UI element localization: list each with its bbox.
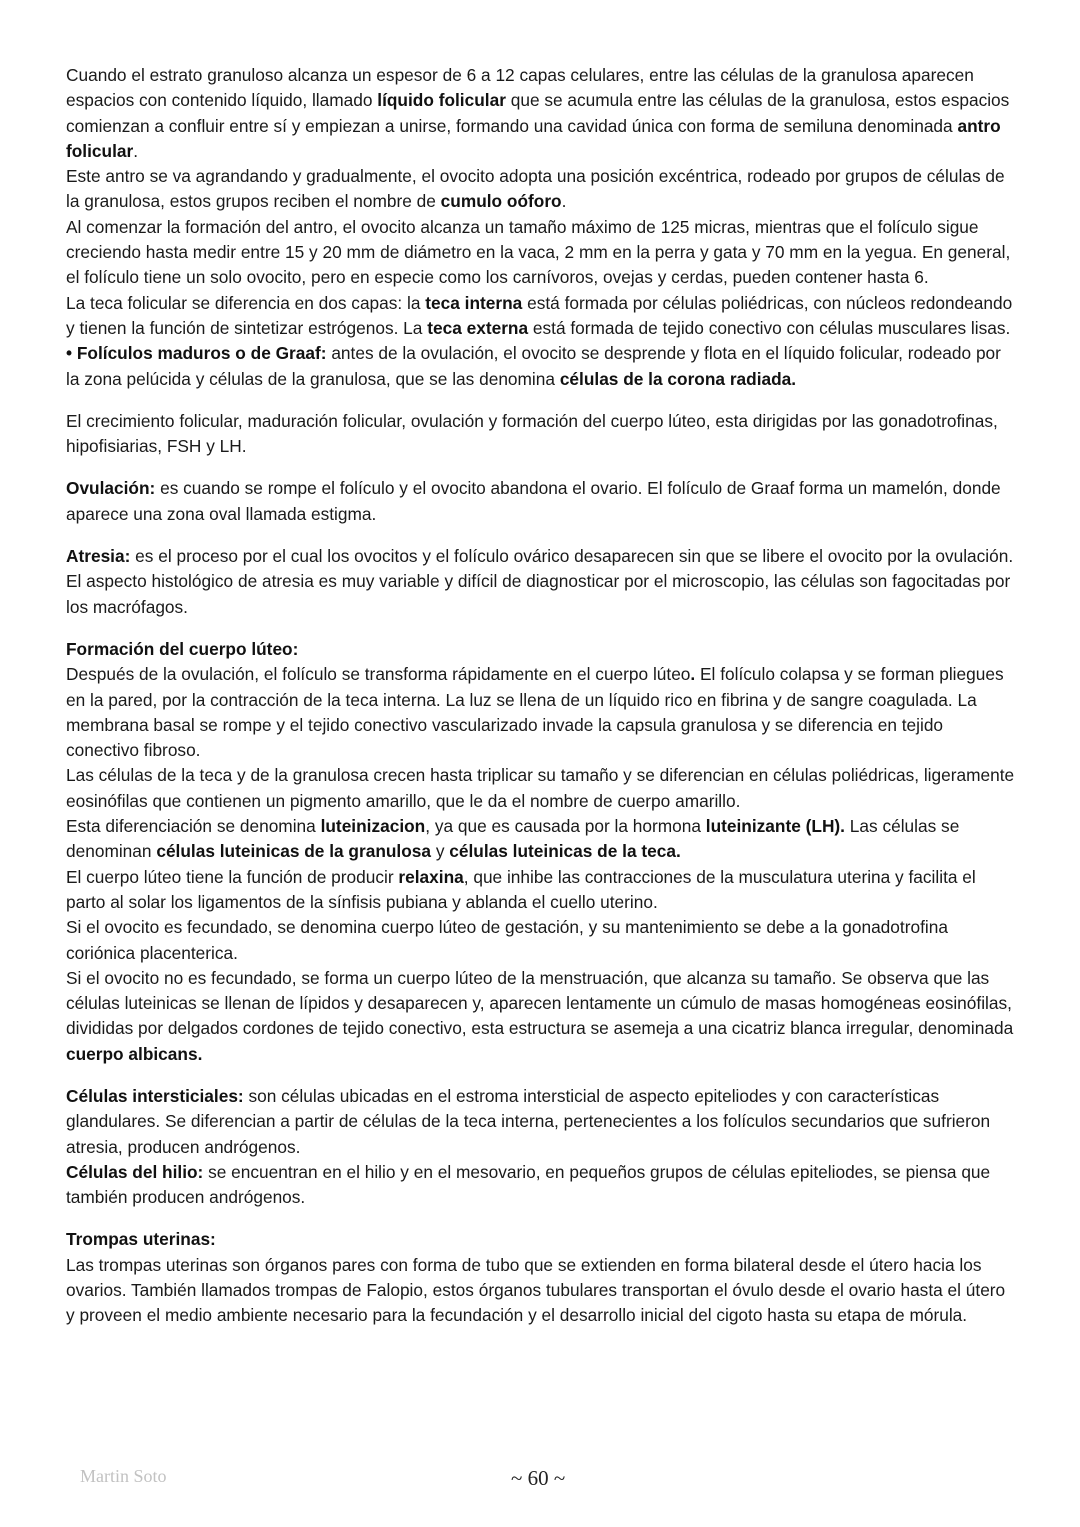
paragraph: Si el ovocito no es fecundado, se forma un cuerpo lúteo de la menstruación, que alcanza su tamaño. Se observa que las células luteinicas se llenan de lípidos y desaparecen y, aparecen lentamente un cúmulo de masas homogéneas eosinófilas, divididas por delgados cordones de tejido conectivo, esta estructura se asemeja a una cicatriz blanca irregular, denominada cuerpo albicans. bbox=[66, 967, 1014, 1064]
term: cumulo oóforo bbox=[440, 191, 562, 212]
term: Ovulación: bbox=[66, 478, 156, 499]
paragraph: El crecimiento folicular, maduración folicular, ovulación y formación del cuerpo lúteo, esta dirigidas por las gonadotrofinas, hipofisiarias, FSH y LH. bbox=[66, 410, 998, 457]
document-body bbox=[66, 63, 1016, 1329]
paragraph: La teca folicular se diferencia en dos capas: la teca interna está formada por células poliédricas, con núcleos redondeando y tienen la función de sintetizar estrógenos. La teca externa está formada de tejido conectivo con células musculares lisas. bbox=[66, 292, 1013, 338]
paragraph: Células intersticiales: son células ubicadas en el estroma intersticial de aspecto epiteliodes y con características glandulares. Se diferencian a partir de células de la teca interna, pertenecientes a los folículos secundarios que sufrieron atresia, producen andrógenos. bbox=[66, 1085, 991, 1157]
section-heading: Trompas uterinas: bbox=[66, 1229, 216, 1250]
term: antro folicular bbox=[66, 115, 1001, 161]
term: células de la corona radiada. bbox=[559, 368, 797, 389]
paragraph: Atresia: es el proceso por el cual los ovocitos y el folículo ovárico desaparecen sin que se libere el ovocito por la ovulación. El aspecto histológico de atresia es muy variable y difícil de diagnosticar por el microscopio, las células son fagocitadas por los macrófagos. bbox=[66, 546, 1014, 617]
term: relaxina bbox=[398, 866, 464, 887]
term: cuerpo albicans. bbox=[66, 1043, 203, 1064]
paragraph: Las células de la teca y de la granulosa crecen hasta triplicar su tamaño y se diferencian en células poliédricas, ligeramente eosinófilas que contienen un pigmento amarillo, que le da el nombre de cuerpo amarillo. bbox=[66, 765, 1015, 811]
term: Células del hilio: bbox=[66, 1161, 204, 1182]
paragraph: El cuerpo lúteo tiene la función de producir relaxina, que inhibe las contracciones de la musculatura uterina y facilita el parto al solar los ligamentos de la sínfisis pubiana y ablanda el cuello uterino. bbox=[66, 866, 976, 912]
paragraph: Este antro se va agrandando y gradualmente, el ovocito adopta una posición excéntrica, rodeado por grupos de células de la granulosa, estos grupos reciben el nombre de cumulo oóforo. bbox=[66, 166, 1005, 212]
paragraph: Células del hilio: se encuentran en el hilio y en el mesovario, en pequeños grupos de células epiteliodes, se piensa que también producen andrógenos. bbox=[66, 1161, 991, 1208]
paragraph: Las trompas uterinas son órganos pares con forma de tubo que se extienden en forma bilateral desde el útero hacia los ovarios. También llamados trompas de Falopio, estos órganos tubulares transportan el óvulo desde el ovario hasta el útero y proveen el medio ambiente necesario para la fecundación y el desarrollo inicial del cigoto hasta su etapa de mórula. bbox=[66, 1254, 1006, 1326]
term: Células intersticiales: bbox=[66, 1085, 244, 1106]
term: teca externa bbox=[427, 317, 529, 338]
term: • Folículos maduros o de Graaf: bbox=[66, 343, 327, 364]
term: luteinizacion bbox=[320, 816, 426, 837]
footer-author-watermark: Martin Soto bbox=[80, 1466, 167, 1486]
term: teca interna bbox=[425, 292, 523, 313]
page-number: ~ 60 ~ bbox=[511, 1466, 566, 1490]
paragraph: Después de la ovulación, el folículo se transforma rápidamente en el cuerpo lúteo. El folículo colapsa y se forman pliegues en la pared, por la contracción de la teca interna. La luz se llena de un líquido rico en fibrina y de sangre coagulada. La membrana basal se rompe y el tejido conectivo vascularizado invade la capsula granulosa y se diferencia en tejido conectivo fibroso. bbox=[66, 664, 1004, 761]
term: células luteinicas de la granulosa bbox=[156, 841, 432, 862]
term: Atresia: bbox=[66, 546, 131, 567]
paragraph: Esta diferenciación se denomina luteinizacion, ya que es causada por la hormona luteinizante (LH). Las células se denominan células luteinicas de la granulosa y células luteinicas de la teca. bbox=[66, 816, 960, 862]
term: líquido folicular bbox=[377, 90, 506, 111]
bullet-paragraph: • Folículos maduros o de Graaf: antes de la ovulación, el ovocito se desprende y flota en el líquido folicular, rodeado por la zona pelúcida y células de la granulosa, que se las denomina células de la corona radiada. bbox=[66, 343, 1001, 389]
paragraph: Ovulación: es cuando se rompe el folículo y el ovocito abandona el ovario. El folículo de Graaf forma un mamelón, donde aparece una zona oval llamada estigma. bbox=[66, 478, 1001, 524]
paragraph: Cuando el estrato granuloso alcanza un espesor de 6 a 12 capas celulares, entre las células de la granulosa aparecen espacios con contenido líquido, llamado líquido folicular que se acumula entre las células de la granulosa, estos espacios comienzan a confluir entre sí y empiezan a unirse, formando una cavidad única con forma de semiluna denominada antro folicular. bbox=[66, 65, 1010, 161]
section-heading: Formación del cuerpo lúteo: bbox=[66, 638, 299, 659]
term: células luteinicas de la teca. bbox=[449, 841, 681, 862]
paragraph: Si el ovocito es fecundado, se denomina cuerpo lúteo de gestación, y su mantenimiento se debe a la gonadotrofina coriónica placenterica. bbox=[66, 917, 948, 963]
paragraph: Al comenzar la formación del antro, el ovocito alcanza un tamaño máximo de 125 micras, mientras que el folículo sigue creciendo hasta medir entre 15 y 20 mm de diámetro en la vaca, 2 mm en la perra y gata y 70 mm en la yegua. En general, el folículo tiene un solo ovocito, pero en especie como los carnívoros, ovejas y cerdas, pueden contener hasta 6. bbox=[66, 216, 1011, 288]
term: luteinizante (LH). bbox=[705, 816, 845, 837]
